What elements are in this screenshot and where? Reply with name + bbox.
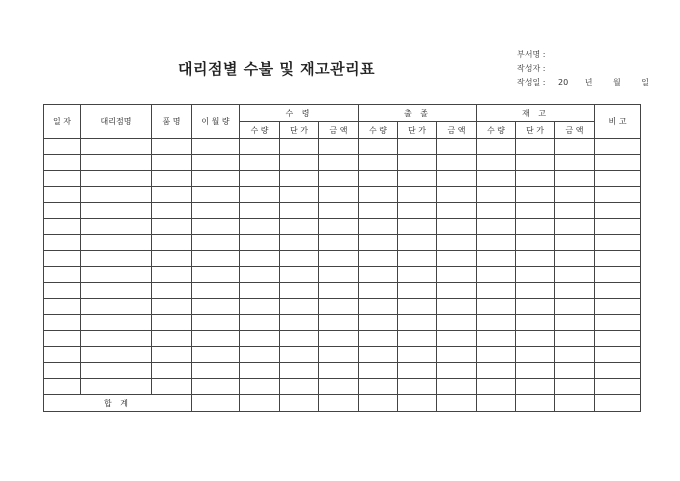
date-day-unit: 일 — [641, 78, 650, 87]
table-cell[interactable] — [44, 379, 81, 395]
table-cell[interactable] — [319, 363, 359, 379]
table-cell[interactable] — [437, 251, 477, 267]
table-cell[interactable] — [192, 315, 240, 331]
table-cell[interactable] — [437, 283, 477, 299]
table-cell[interactable] — [240, 171, 280, 187]
table-cell[interactable] — [398, 139, 437, 155]
table-cell[interactable] — [595, 315, 641, 331]
table-cell[interactable] — [359, 379, 398, 395]
table-cell[interactable] — [319, 251, 359, 267]
table-cell[interactable] — [44, 315, 81, 331]
table-cell[interactable] — [280, 363, 319, 379]
total-label: 합 계 — [44, 395, 192, 412]
table-row — [44, 155, 641, 171]
table-cell[interactable] — [240, 315, 280, 331]
table-cell[interactable] — [359, 139, 398, 155]
table-cell[interactable] — [240, 155, 280, 171]
table-cell[interactable] — [192, 219, 240, 235]
table-cell[interactable] — [319, 267, 359, 283]
table-cell[interactable] — [240, 235, 280, 251]
table-cell[interactable] — [240, 187, 280, 203]
table-cell[interactable] — [359, 203, 398, 219]
table-cell[interactable] — [152, 171, 192, 187]
table-cell[interactable] — [595, 139, 641, 155]
table-cell[interactable] — [240, 283, 280, 299]
table-cell[interactable] — [437, 299, 477, 315]
table-cell[interactable] — [477, 171, 516, 187]
total-cell[interactable] — [437, 395, 477, 412]
table-cell[interactable] — [359, 299, 398, 315]
author-label: 작성자 : — [517, 64, 546, 73]
table-cell[interactable] — [516, 267, 555, 283]
table-cell[interactable] — [152, 251, 192, 267]
table-cell[interactable] — [192, 363, 240, 379]
table-cell[interactable] — [516, 219, 555, 235]
table-cell[interactable] — [595, 219, 641, 235]
table-cell[interactable] — [192, 235, 240, 251]
table-cell[interactable] — [595, 363, 641, 379]
table-cell[interactable] — [192, 379, 240, 395]
table-cell[interactable] — [437, 139, 477, 155]
table-cell[interactable] — [81, 155, 152, 171]
table-cell[interactable] — [595, 235, 641, 251]
table-cell[interactable] — [477, 315, 516, 331]
table-cell[interactable] — [280, 299, 319, 315]
table-cell[interactable] — [280, 187, 319, 203]
table-cell[interactable] — [44, 251, 81, 267]
table-cell[interactable] — [477, 155, 516, 171]
table-cell[interactable] — [477, 203, 516, 219]
table-cell[interactable] — [555, 203, 595, 219]
table-cell[interactable] — [477, 331, 516, 347]
table-cell[interactable] — [437, 379, 477, 395]
table-cell[interactable] — [437, 219, 477, 235]
table-cell[interactable] — [81, 331, 152, 347]
table-row — [44, 187, 641, 203]
table-cell[interactable] — [319, 315, 359, 331]
table-cell[interactable] — [555, 347, 595, 363]
table-row — [44, 171, 641, 187]
total-cell[interactable] — [555, 395, 595, 412]
table-cell[interactable] — [81, 187, 152, 203]
table-cell[interactable] — [359, 235, 398, 251]
table-cell[interactable] — [359, 171, 398, 187]
table-cell[interactable] — [555, 251, 595, 267]
table-cell[interactable] — [44, 363, 81, 379]
table-cell[interactable] — [398, 331, 437, 347]
table-cell[interactable] — [240, 299, 280, 315]
table-cell[interactable] — [81, 139, 152, 155]
table-cell[interactable] — [398, 187, 437, 203]
table-cell[interactable] — [81, 347, 152, 363]
table-cell[interactable] — [398, 203, 437, 219]
table-cell[interactable] — [152, 347, 192, 363]
table-row — [44, 219, 641, 235]
table-cell[interactable] — [44, 235, 81, 251]
table-cell[interactable] — [81, 283, 152, 299]
table-cell[interactable] — [437, 187, 477, 203]
table-cell[interactable] — [398, 363, 437, 379]
table-cell[interactable] — [44, 155, 81, 171]
table-cell[interactable] — [398, 219, 437, 235]
header-item: 품 명 — [152, 105, 192, 139]
table-cell[interactable] — [280, 219, 319, 235]
header-date: 일 자 — [44, 105, 81, 139]
table-cell[interactable] — [44, 299, 81, 315]
table-cell[interactable] — [437, 203, 477, 219]
table-cell[interactable] — [359, 267, 398, 283]
table-cell[interactable] — [152, 155, 192, 171]
table-cell[interactable] — [398, 155, 437, 171]
header-shipment: 출 졸 — [359, 105, 477, 122]
table-cell[interactable] — [595, 203, 641, 219]
table-cell[interactable] — [359, 283, 398, 299]
table-cell[interactable] — [319, 299, 359, 315]
table-cell[interactable] — [44, 171, 81, 187]
table-cell[interactable] — [437, 315, 477, 331]
table-cell[interactable] — [192, 331, 240, 347]
table-cell[interactable] — [44, 267, 81, 283]
table-cell[interactable] — [81, 363, 152, 379]
table-cell[interactable] — [398, 283, 437, 299]
table-cell[interactable] — [319, 331, 359, 347]
table-cell[interactable] — [477, 347, 516, 363]
table-cell[interactable] — [595, 347, 641, 363]
table-cell[interactable] — [319, 171, 359, 187]
subheader-stock-qty: 수 량 — [477, 122, 516, 139]
table-row — [44, 251, 641, 267]
table-row — [44, 203, 641, 219]
table-cell[interactable] — [398, 235, 437, 251]
table-cell[interactable] — [81, 299, 152, 315]
total-cell[interactable] — [516, 395, 555, 412]
table-cell[interactable] — [595, 171, 641, 187]
table-cell[interactable] — [595, 251, 641, 267]
table-cell[interactable] — [516, 379, 555, 395]
table-row — [44, 331, 641, 347]
table-cell[interactable] — [359, 363, 398, 379]
document-title: 대리점별 수불 및 재고관리표 — [178, 60, 376, 78]
table-cell[interactable] — [398, 251, 437, 267]
total-row — [44, 395, 641, 412]
table-cell[interactable] — [437, 155, 477, 171]
table-cell[interactable] — [555, 171, 595, 187]
total-cell[interactable] — [595, 395, 641, 412]
table-row — [44, 379, 641, 395]
table-cell[interactable] — [398, 315, 437, 331]
table-cell[interactable] — [477, 283, 516, 299]
table-cell[interactable] — [595, 267, 641, 283]
table-cell[interactable] — [240, 267, 280, 283]
table-cell[interactable] — [555, 283, 595, 299]
table-cell[interactable] — [437, 235, 477, 251]
header-agency: 대리점명 — [81, 105, 152, 139]
table-cell[interactable] — [152, 283, 192, 299]
table-cell[interactable] — [516, 283, 555, 299]
table-cell[interactable] — [319, 379, 359, 395]
table-cell[interactable] — [192, 171, 240, 187]
table-cell[interactable] — [240, 331, 280, 347]
date-label: 작성일 : — [517, 78, 546, 87]
table-cell[interactable] — [280, 203, 319, 219]
table-cell[interactable] — [516, 363, 555, 379]
table-cell[interactable] — [280, 331, 319, 347]
table-cell[interactable] — [319, 187, 359, 203]
table-cell[interactable] — [516, 187, 555, 203]
table-cell[interactable] — [555, 219, 595, 235]
date-month-unit: 월 — [613, 78, 621, 87]
table-cell[interactable] — [81, 219, 152, 235]
table-cell[interactable] — [516, 171, 555, 187]
table-cell[interactable] — [595, 299, 641, 315]
table-cell[interactable] — [44, 283, 81, 299]
table-cell[interactable] — [280, 171, 319, 187]
table-cell[interactable] — [516, 331, 555, 347]
table-cell[interactable] — [152, 219, 192, 235]
table-cell[interactable] — [516, 299, 555, 315]
table-cell[interactable] — [319, 219, 359, 235]
subheader-stock-unit-price: 단 가 — [516, 122, 555, 139]
table-cell[interactable] — [398, 347, 437, 363]
table-cell[interactable] — [437, 171, 477, 187]
date-field — [517, 77, 649, 88]
table-cell[interactable] — [44, 139, 81, 155]
total-cell[interactable] — [359, 395, 398, 412]
table-cell[interactable] — [280, 155, 319, 171]
table-cell[interactable] — [240, 363, 280, 379]
table-row — [44, 315, 641, 331]
header-remarks: 비 고 — [595, 105, 641, 139]
table-cell[interactable] — [516, 347, 555, 363]
table-cell[interactable] — [152, 139, 192, 155]
table-cell[interactable] — [359, 155, 398, 171]
table-cell[interactable] — [152, 315, 192, 331]
table-cell[interactable] — [555, 235, 595, 251]
table-cell[interactable] — [81, 251, 152, 267]
table-cell[interactable] — [81, 379, 152, 395]
table-cell[interactable] — [555, 187, 595, 203]
table-cell[interactable] — [595, 187, 641, 203]
total-cell[interactable] — [319, 395, 359, 412]
subheader-receipt-unit-price: 단 가 — [280, 122, 319, 139]
table-cell[interactable] — [359, 251, 398, 267]
table-cell[interactable] — [359, 219, 398, 235]
total-cell[interactable] — [192, 395, 240, 412]
table-cell[interactable] — [398, 267, 437, 283]
table-cell[interactable] — [359, 315, 398, 331]
header-receipt: 수 령 — [240, 105, 359, 122]
table-cell[interactable] — [192, 283, 240, 299]
table-cell[interactable] — [152, 267, 192, 283]
table-cell[interactable] — [437, 347, 477, 363]
table-cell[interactable] — [44, 347, 81, 363]
table-cell[interactable] — [192, 203, 240, 219]
table-cell[interactable] — [280, 139, 319, 155]
table-cell[interactable] — [359, 331, 398, 347]
table-cell[interactable] — [516, 155, 555, 171]
table-row — [44, 139, 641, 155]
date-year-prefix: 20 — [557, 78, 569, 87]
table-cell[interactable] — [319, 347, 359, 363]
table-cell[interactable] — [477, 267, 516, 283]
header-stock: 재 고 — [477, 105, 595, 122]
table-cell[interactable] — [555, 379, 595, 395]
table-cell[interactable] — [319, 235, 359, 251]
table-cell[interactable] — [359, 187, 398, 203]
table-row — [44, 283, 641, 299]
table-row — [44, 299, 641, 315]
table-cell[interactable] — [398, 171, 437, 187]
table-cell[interactable] — [192, 139, 240, 155]
table-cell[interactable] — [555, 299, 595, 315]
subheader-shipment-amount: 금 액 — [437, 122, 477, 139]
total-cell[interactable] — [280, 395, 319, 412]
table-cell[interactable] — [516, 315, 555, 331]
table-cell[interactable] — [555, 363, 595, 379]
table-cell[interactable] — [319, 155, 359, 171]
table-cell[interactable] — [516, 235, 555, 251]
table-cell[interactable] — [319, 139, 359, 155]
table-cell[interactable] — [192, 155, 240, 171]
table-cell[interactable] — [516, 251, 555, 267]
table-cell[interactable] — [192, 187, 240, 203]
table-cell[interactable] — [477, 251, 516, 267]
total-cell[interactable] — [477, 395, 516, 412]
table-cell[interactable] — [555, 139, 595, 155]
table-cell[interactable] — [81, 171, 152, 187]
table-cell[interactable] — [477, 379, 516, 395]
table-cell[interactable] — [595, 331, 641, 347]
table-cell[interactable] — [152, 379, 192, 395]
table-cell[interactable] — [192, 299, 240, 315]
table-cell[interactable] — [81, 267, 152, 283]
table-cell[interactable] — [152, 363, 192, 379]
subheader-receipt-amount: 금 액 — [319, 122, 359, 139]
table-cell[interactable] — [240, 139, 280, 155]
table-cell[interactable] — [555, 331, 595, 347]
table-cell[interactable] — [280, 251, 319, 267]
table-cell[interactable] — [280, 267, 319, 283]
table-cell[interactable] — [44, 187, 81, 203]
table-cell[interactable] — [437, 331, 477, 347]
table-cell[interactable] — [437, 363, 477, 379]
table-cell[interactable] — [44, 203, 81, 219]
table-cell[interactable] — [44, 331, 81, 347]
table-cell[interactable] — [240, 379, 280, 395]
table-cell[interactable] — [240, 347, 280, 363]
table-cell[interactable] — [152, 331, 192, 347]
table-cell[interactable] — [477, 219, 516, 235]
table-cell[interactable] — [192, 347, 240, 363]
author-field — [517, 63, 545, 74]
table-cell[interactable] — [81, 315, 152, 331]
table-cell[interactable] — [192, 267, 240, 283]
table-row — [44, 347, 641, 363]
subheader-shipment-qty: 수 량 — [359, 122, 398, 139]
table-cell[interactable] — [280, 283, 319, 299]
table-cell[interactable] — [477, 187, 516, 203]
dept-label: 부서명 : — [517, 50, 546, 59]
table-cell[interactable] — [477, 363, 516, 379]
date-year-unit: 년 — [584, 78, 593, 87]
table-cell[interactable] — [280, 315, 319, 331]
table-cell[interactable] — [437, 267, 477, 283]
table-cell[interactable] — [595, 283, 641, 299]
subheader-shipment-unit-price: 단 가 — [398, 122, 437, 139]
table-row — [44, 235, 641, 251]
table-cell[interactable] — [398, 379, 437, 395]
table-row — [44, 363, 641, 379]
subheader-stock-amount: 금 액 — [555, 122, 595, 139]
table-cell[interactable] — [280, 235, 319, 251]
table-cell[interactable] — [477, 139, 516, 155]
inventory-ledger-table — [43, 104, 641, 412]
table-cell[interactable] — [555, 315, 595, 331]
table-cell[interactable] — [477, 299, 516, 315]
table-cell[interactable] — [319, 203, 359, 219]
table-cell[interactable] — [44, 219, 81, 235]
table-row — [44, 267, 641, 283]
table-cell[interactable] — [359, 347, 398, 363]
total-cell[interactable] — [398, 395, 437, 412]
table-cell[interactable] — [192, 251, 240, 267]
table-cell[interactable] — [595, 155, 641, 171]
total-cell[interactable] — [240, 395, 280, 412]
ledger-body — [44, 139, 641, 412]
table-cell[interactable] — [477, 235, 516, 251]
table-cell[interactable] — [516, 139, 555, 155]
table-cell[interactable] — [81, 235, 152, 251]
table-cell[interactable] — [595, 379, 641, 395]
table-cell[interactable] — [555, 267, 595, 283]
table-cell[interactable] — [152, 299, 192, 315]
table-cell[interactable] — [555, 155, 595, 171]
table-cell[interactable] — [280, 379, 319, 395]
table-cell[interactable] — [152, 203, 192, 219]
table-cell[interactable] — [319, 283, 359, 299]
table-cell[interactable] — [240, 219, 280, 235]
table-cell[interactable] — [398, 299, 437, 315]
table-cell[interactable] — [280, 347, 319, 363]
table-cell[interactable] — [240, 251, 280, 267]
subheader-receipt-qty: 수 량 — [240, 122, 280, 139]
table-cell[interactable] — [152, 187, 192, 203]
dept-field — [517, 49, 545, 60]
table-cell[interactable] — [152, 235, 192, 251]
header-carryover: 이 월 량 — [192, 105, 240, 139]
table-cell[interactable] — [240, 203, 280, 219]
table-cell[interactable] — [516, 203, 555, 219]
table-cell[interactable] — [81, 203, 152, 219]
